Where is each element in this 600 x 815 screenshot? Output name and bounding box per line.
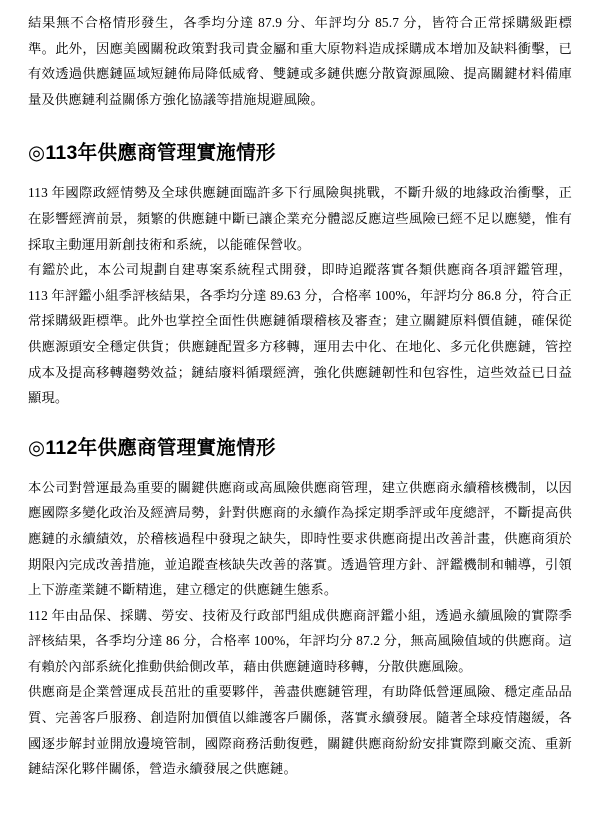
heading-marker-icon-2: ◎ bbox=[28, 436, 46, 459]
section-112-paragraph-3: 供應商是企業營運成長茁壯的重要夥伴，善盡供應鏈管理，有助降低營運風險、穩定產品品質、完善客戶服務、創造附加價值以維護客戶關係，落實永續發展。隨著全球疫情趨緩，各國逐步解封並開放邊境管制，國際商務活動復甦，關鍵供應商紛紛安排實際到廠交流、重新鏈結深化夥伴關係，營造永續發展之供應鏈。 bbox=[28, 684, 572, 777]
spacer bbox=[28, 168, 572, 180]
section-112-paragraph-1: 本公司對營運最為重要的關鍵供應商或高風險供應商管理，建立供應商永續稽核機制，以因應國際多變化政治及經濟局勢，針對供應商的永續作為採定期季評或年度總評，不斷提高供應鏈的永續績效，於稽核過程中發現之缺失，即時性要求供應商提出改善計畫，供應商須於期限內完成改善措施，並追蹤查核缺失改善的落實。透過管理方針、評鑑機制和輔導，引領上下游產業鏈不斷精進，建立穩定的供應鏈生態系。 bbox=[28, 479, 572, 598]
intro-paragraph: 結果無不合格情形發生，各季均分達 87.9 分、年評均分 85.7 分，皆符合正常採購級距標準。此外，因應美國關稅政策對我司貴金屬和重大原物料造成採購成本增加及缺料衝擊，已有效透過供應鏈區域短鏈佈局降低威脅、雙鏈或多鏈供應分散資源風險、提高關鍵材料備庫量及供應鏈利益關係方強化協議等措施規避風險。 bbox=[28, 15, 572, 107]
spacer bbox=[28, 112, 572, 138]
section-heading-text-113: 113年供應商管理實施情形 bbox=[45, 142, 276, 165]
section-113-paragraph-2: 有鑑於此，本公司規劃自建專案系統程式開發，即時追蹤落實各類供應商各項評鑑管理，113 年評鑑小組季評核結果，各季均分達 89.63 分，合格率 100%，年評均分 86.8 分，符合正常採購級距標準。此外也掌控全面性供應鏈循環稽核及審查；建立關鍵原料價值鏈，確保從供應源頭安全穩定供貨；供應鏈配置多方移轉，運用去中化、在地化、多元化供應鏈，管控成本及提高移轉趨勢效益；鏈結廢料循環經濟，強化供應鏈韌性和包容性，這些效益已日益顯現。 bbox=[28, 262, 572, 406]
section-113-paragraph-1: 113 年國際政經情勢及全球供應鏈面臨許多下行風險與挑戰，不斷升級的地緣政治衝擊，正在影響經濟前景，頻繁的供應鏈中斷已讓企業充分體認反應這些風險已經不足以應變，惟有採取主動運用新創技術和系統，以能確保營收。 bbox=[28, 185, 572, 252]
spacer bbox=[28, 463, 572, 475]
section-heading-text-112: 112年供應商管理實施情形 bbox=[45, 436, 276, 459]
section-heading-113 bbox=[28, 138, 572, 168]
spacer bbox=[28, 411, 572, 433]
heading-marker-icon: ◎ bbox=[28, 142, 46, 165]
section-heading-112 bbox=[28, 433, 572, 463]
section-112-paragraph-2: 112 年由品保、採購、勞安、技術及行政部門組成供應商評鑑小組，透過永續風險的實際季評核結果，各季均分達 86 分，合格率 100%，年評均分 87.2 分，無高風險值域的供應商。這有賴於內部系統化推動供給側改革，藉由供應鏈適時移轉，分散供應風險。 bbox=[28, 607, 572, 674]
